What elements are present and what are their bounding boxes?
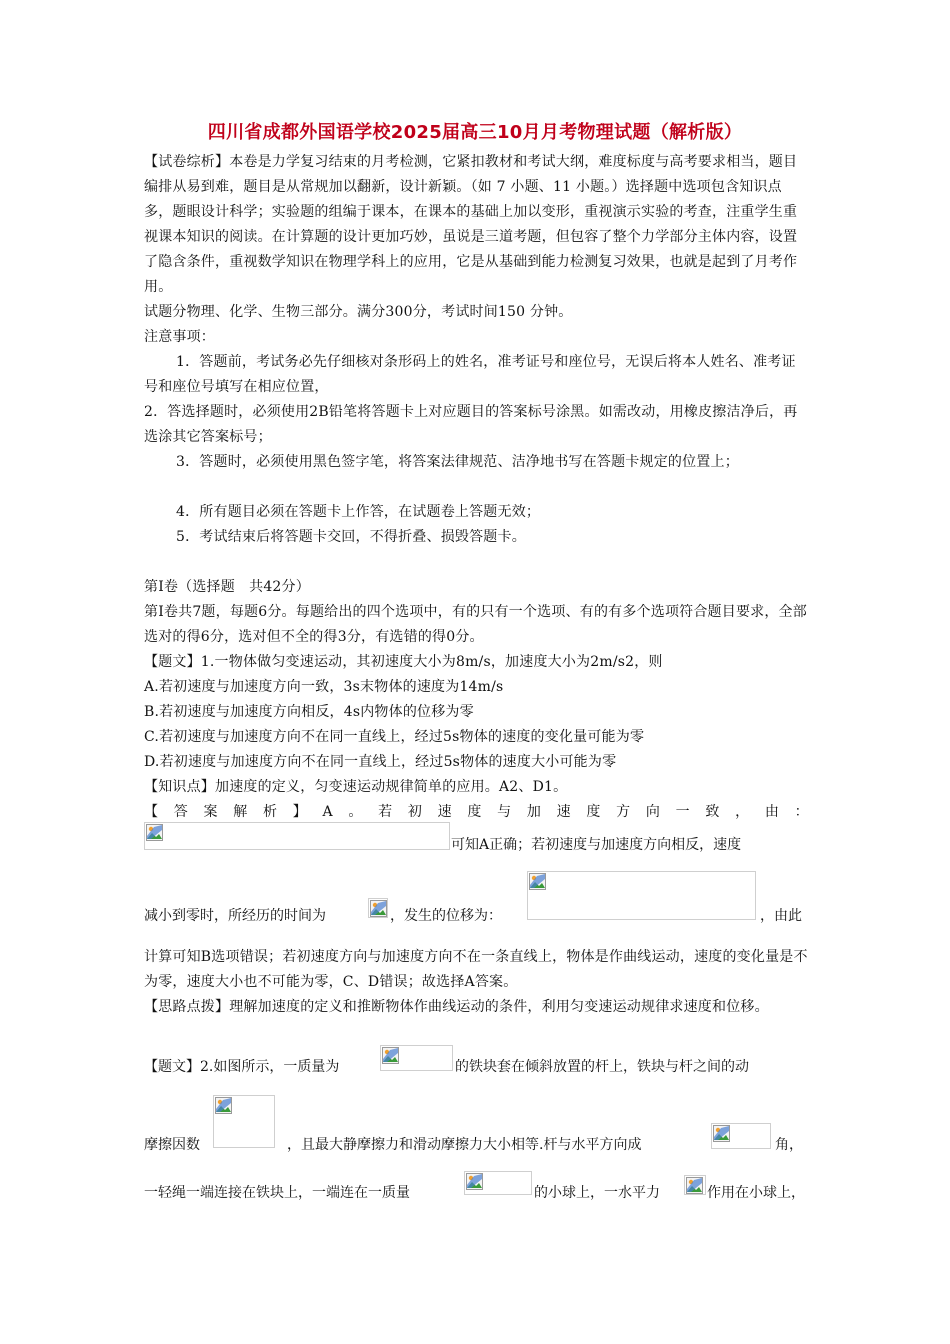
answer-char: 解 xyxy=(233,804,248,820)
answer-char: 析 xyxy=(263,804,278,820)
question-2-text: 角， xyxy=(775,1137,803,1153)
question-2-text: 【题文】2.如图所示，一质量为 xyxy=(144,1059,340,1075)
note-item: 3．答题时，必须使用黑色签字笔，将答案法律规范、洁净地书写在答题卡规定的位置上； xyxy=(176,454,739,470)
question-1-tips: 【思路点拨】理解加速度的定义和推断物体作曲线运动的条件，利用匀变速运动规律求速度和位移。 xyxy=(144,999,769,1015)
broken-image-icon xyxy=(466,1173,483,1190)
answer-char: 致 xyxy=(705,804,720,820)
notes-heading: 注意事项： xyxy=(144,329,215,345)
question-1-stem: 【题文】1.一物体做匀变速运动，其初速度大小为8m/s，加速度大小为2m/s2，则 xyxy=(144,654,663,670)
page-title: 四川省成都外国语学校2025届高三10月月考物理试题（解析版） xyxy=(207,122,743,143)
exam-composition: 试题分物理、化学、生物三部分。满分300分，考试时间150 分钟。 xyxy=(144,304,573,320)
answer-char: 】 xyxy=(292,804,307,820)
question-2-text: ，且最大静摩擦力和滑动摩擦力大小相等.杆与水平方向成 xyxy=(287,1137,642,1153)
broken-image-icon xyxy=(215,1097,232,1114)
broken-image-icon xyxy=(529,873,546,890)
part1-description: 第Ⅰ卷共7题，每题6分。每题给出的四个选项中，有的只有一个选项、有的有多个选项符合题目要求，全部选对的得6分，选对但不全的得3分，有选错的得0分。 xyxy=(144,604,807,645)
answer-char: 答 xyxy=(173,804,188,820)
exam-summary: 【试卷综析】本卷是力学复习结束的月考检测，它紧扣教材和考试大纲，难度标度与高考要求相当，题目编排从易到难，题目是从常规加以翻新，设计新颖。（如 7 小题、11 小题。）选择题中选项包含知识点多，题眼设计科学；实验题的组编于课本，在课本的基础上加以变形，重视演示实验的考查，注重学生重视课本知识的阅读。在计算题的设计更加巧妙，虽说是三道考题，但包容了整个力学部分主体内容，设置了隐含条件，重视数学知识在物理学科上的应用，它是从基础到能力检测复习效果，也就是起到了月考作用。 xyxy=(144,154,798,295)
note-item: 1．答题前，考试务必先仔细核对条形码上的姓名，准考证号和座位号，无误后将本人姓名、准考证号和座位号填写在相应位置， xyxy=(144,354,796,395)
answer-char: 初 xyxy=(407,804,423,820)
answer-char: 加 xyxy=(526,804,542,820)
answer-char: 。 xyxy=(348,804,363,820)
question-2-text: 作用在小球上， xyxy=(707,1185,805,1201)
answer-char: 若 xyxy=(378,804,393,820)
question-2-text: 的小球上，一水平力 xyxy=(534,1185,660,1201)
formula-image-placeholder xyxy=(380,1045,453,1071)
note-item: 2．答选择题时，必须使用2B铅笔将答题卡上对应题目的答案标号涂黑。如需改动，用橡皮擦洁净后，再选涂其它答案标号； xyxy=(144,404,798,445)
formula-image-placeholder xyxy=(684,1175,706,1195)
answer-char: 度 xyxy=(586,804,601,820)
question-1-option-d: D.若初速度与加速度方向不在同一直线上，经过5s物体的速度大小可能为零 xyxy=(144,754,617,770)
note-item: 4．所有题目必须在答题卡上作答，在试题卷上答题无效； xyxy=(176,504,541,520)
question-1-answer-text: 计算可知B选项错误；若初速度方向与加速度方向不在一条直线上，物体是作曲线运动，速度的变化量是不为零，速度大小也不可能为零，C、D错误；故选择A答案。 xyxy=(144,949,808,990)
answer-char: 速 xyxy=(556,804,571,820)
answer-char: 度 xyxy=(467,804,482,820)
question-1-answer-text: ，由此 xyxy=(760,908,802,924)
broken-image-icon xyxy=(713,1125,730,1142)
question-1-option-a: A.若初速度与加速度方向一致，3s末物体的速度为14m/s xyxy=(144,679,504,695)
formula-image-placeholder xyxy=(711,1123,771,1149)
answer-char: ： xyxy=(794,804,809,820)
answer-char: 一 xyxy=(675,804,690,820)
answer-char: 与 xyxy=(497,804,512,820)
formula-image-placeholder xyxy=(368,898,388,918)
broken-image-icon xyxy=(370,900,387,917)
formula-image-placeholder xyxy=(213,1095,275,1148)
answer-char: 【 xyxy=(144,804,159,820)
question-1-answer-text: 减小到零时，所经历的时间为 xyxy=(144,908,326,924)
question-2-text: 摩擦因数 xyxy=(144,1137,200,1153)
answer-char: 向 xyxy=(645,804,661,820)
question-2-text: 一轻绳一端连接在铁块上，一端连在一质量 xyxy=(144,1185,410,1201)
broken-image-icon xyxy=(146,824,163,841)
part1-heading: 第Ⅰ卷（选择题 共42分） xyxy=(144,579,310,595)
answer-char: ， xyxy=(735,804,750,820)
broken-image-icon xyxy=(382,1047,399,1064)
question-1-knowledge: 【知识点】加速度的定义，匀变速运动规律简单的应用。A2、D1。 xyxy=(144,779,568,795)
question-1-answer-text: ，发生的位移为： xyxy=(390,908,502,924)
question-1-answer-text: 可知A正确；若初速度与加速度方向相反，速度 xyxy=(451,837,742,853)
answer-char: 方 xyxy=(616,804,631,820)
formula-image-placeholder xyxy=(527,871,756,920)
question-2-text: 的铁块套在倾斜放置的杆上，铁块与杆之间的动 xyxy=(455,1059,749,1075)
question-1-option-b: B.若初速度与加速度方向相反，4s内物体的位移为零 xyxy=(144,704,474,720)
question-1-option-c: C.若初速度与加速度方向不在同一直线上，经过5s物体的速度的变化量可能为零 xyxy=(144,729,645,745)
broken-image-icon xyxy=(686,1177,703,1194)
answer-char: 由 xyxy=(764,804,780,820)
formula-image-placeholder xyxy=(144,822,450,850)
formula-image-placeholder xyxy=(464,1171,532,1195)
answer-char: 速 xyxy=(437,804,452,820)
answer-char: 案 xyxy=(203,804,218,820)
note-item: 5．考试结束后将答题卡交回，不得折叠、损毁答题卡。 xyxy=(176,529,526,545)
answer-char: A xyxy=(322,804,333,820)
